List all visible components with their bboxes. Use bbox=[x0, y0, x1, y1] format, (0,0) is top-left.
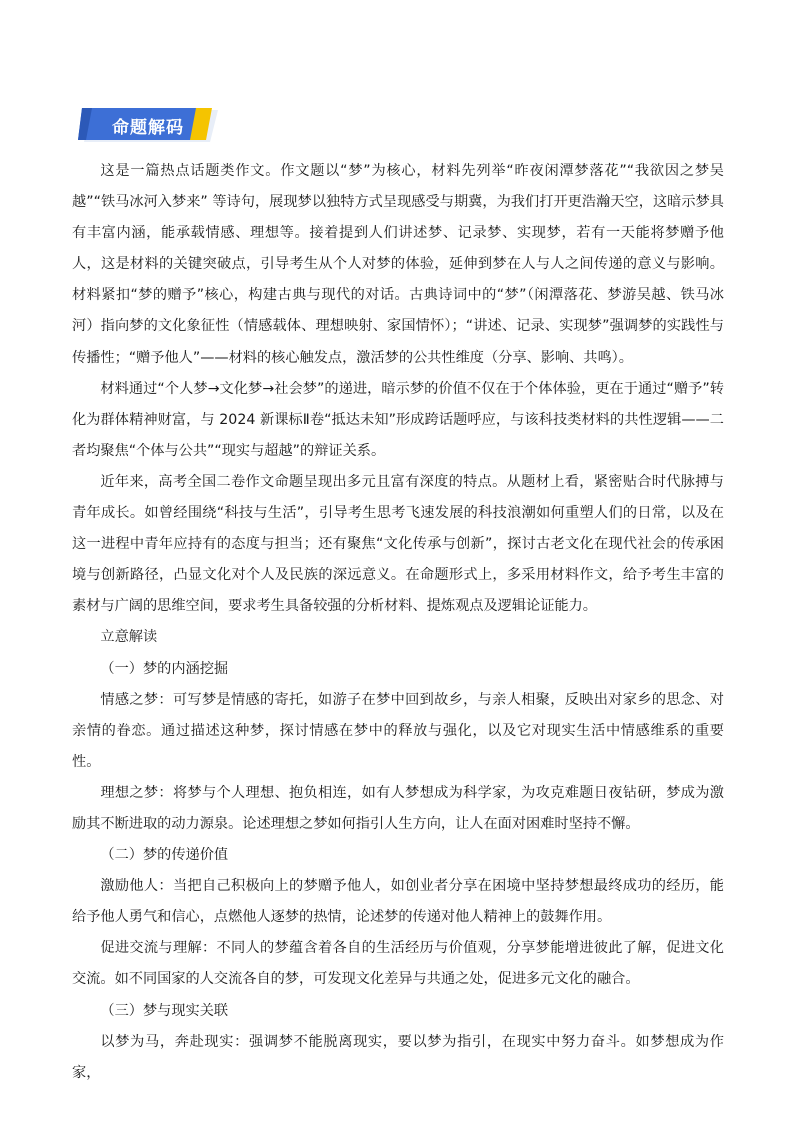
subheading-dream-reality: （三）梦与现实关联 bbox=[100, 1002, 229, 1019]
heading-theme-interpretation: 立意解读 bbox=[100, 629, 158, 646]
article-body bbox=[72, 156, 724, 1089]
subheading-dream-value: （二）梦的传递价值 bbox=[100, 847, 229, 864]
paragraph-inspire-others: 激励他人：当把自己积极向上的梦赠予他人，如创业者分享在困境中坚持梦想最终成功的经历，能给予他人勇气和信心，点燃他人逐梦的热情，论述梦的传递对他人精神上的鼓舞作用。 bbox=[72, 878, 724, 926]
paragraph-intro: 这是一篇热点话题类作文。作文题以“梦”为核心，材料先列举“昨夜闲潭梦落花”“我欲因之梦吴越”“铁马冰河入梦来” 等诗句，展现梦以独特方式呈现感受与期冀，为我们打开更浩瀚天空，这暗示梦具有丰富内涵，能承载情感、理想等。接着提到人们讲述梦、记录梦、实现梦，若有一天能将梦赠予他人，这是材料的关键突破点，引导考生从个人对梦的体验，延伸到梦在人与人之间传递的意义与影响。材料紧扣“梦的赠予”核心，构建古典与现代的对话。古典诗词中的“梦”（闲潭落花、梦游吴越、铁马冰河）指向梦的文化象征性（情感载体、理想映射、家国情怀）；“讲述、记录、实现梦”强调梦的实践性与传播性；“赠予他人”——材料的核心触发点，激活梦的公共性维度（分享、影响、共鸣）。 bbox=[72, 163, 724, 366]
paragraph-exchange: 促进交流与理解：不同人的梦蕴含着各自的生活经历与价值观，分享梦能增进彼此了解，促进文化交流。如不同国家的人交流各自的梦，可发现文化差异与共通之处，促进多元文化的融合。 bbox=[72, 940, 724, 988]
paragraph-trends: 近年来，高考全国二卷作文命题呈现出多元且富有深度的特点。从题材上看，紧密贴合时代脉搏与青年成长。如曾经围绕“科技与生活”，引导考生思考飞速发展的科技浪潮如何重塑人们的日常，以及在这一进程中青年应持有的态度与担当；还有聚焦“文化传承与创新”，探讨古老文化在现代社会的传承困境与创新路径，凸显文化对个人及民族的深远意义。在命题形式上，多采用材料作文，给予考生丰富的素材与广阔的思维空间，要求考生具备较强的分析材料、提炼观点及逻辑论证能力。 bbox=[72, 473, 724, 615]
paragraph-progression: 材料通过“个人梦→文化梦→社会梦”的递进，暗示梦的价值不仅在于个体体验，更在于通过“赠予”转化为群体精神财富，与 2024 新课标Ⅱ卷“抵达未知”形成跨话题呼应，与该科技类材料的共性逻辑——二者均聚焦“个体与公共”“现实与超越”的辩证关系。 bbox=[72, 380, 724, 459]
section-badge bbox=[78, 104, 218, 148]
badge-label: 命题解码 bbox=[112, 118, 184, 138]
subheading-dream-meaning: （一）梦的内涵挖掘 bbox=[100, 660, 229, 677]
paragraph-dream-as-horse: 以梦为马，奔赴现实：强调梦不能脱离现实，要以梦为指引，在现实中努力奋斗。如梦想成为作家， bbox=[72, 1033, 724, 1081]
paragraph-ideal-dream: 理想之梦：将梦与个人理想、抱负相连，如有人梦想成为科学家，为攻克难题日夜钻研，梦成为激励其不断进取的动力源泉。论述理想之梦如何指引人生方向，让人在面对困难时坚持不懈。 bbox=[72, 784, 724, 832]
paragraph-emotional-dream: 情感之梦：可写梦是情感的寄托，如游子在梦中回到故乡，与亲人相聚，反映出对家乡的思念、对亲情的眷恋。通过描述这种梦，探讨情感在梦中的释放与强化，以及它对现实生活中情感维系的重要性。 bbox=[72, 691, 724, 770]
